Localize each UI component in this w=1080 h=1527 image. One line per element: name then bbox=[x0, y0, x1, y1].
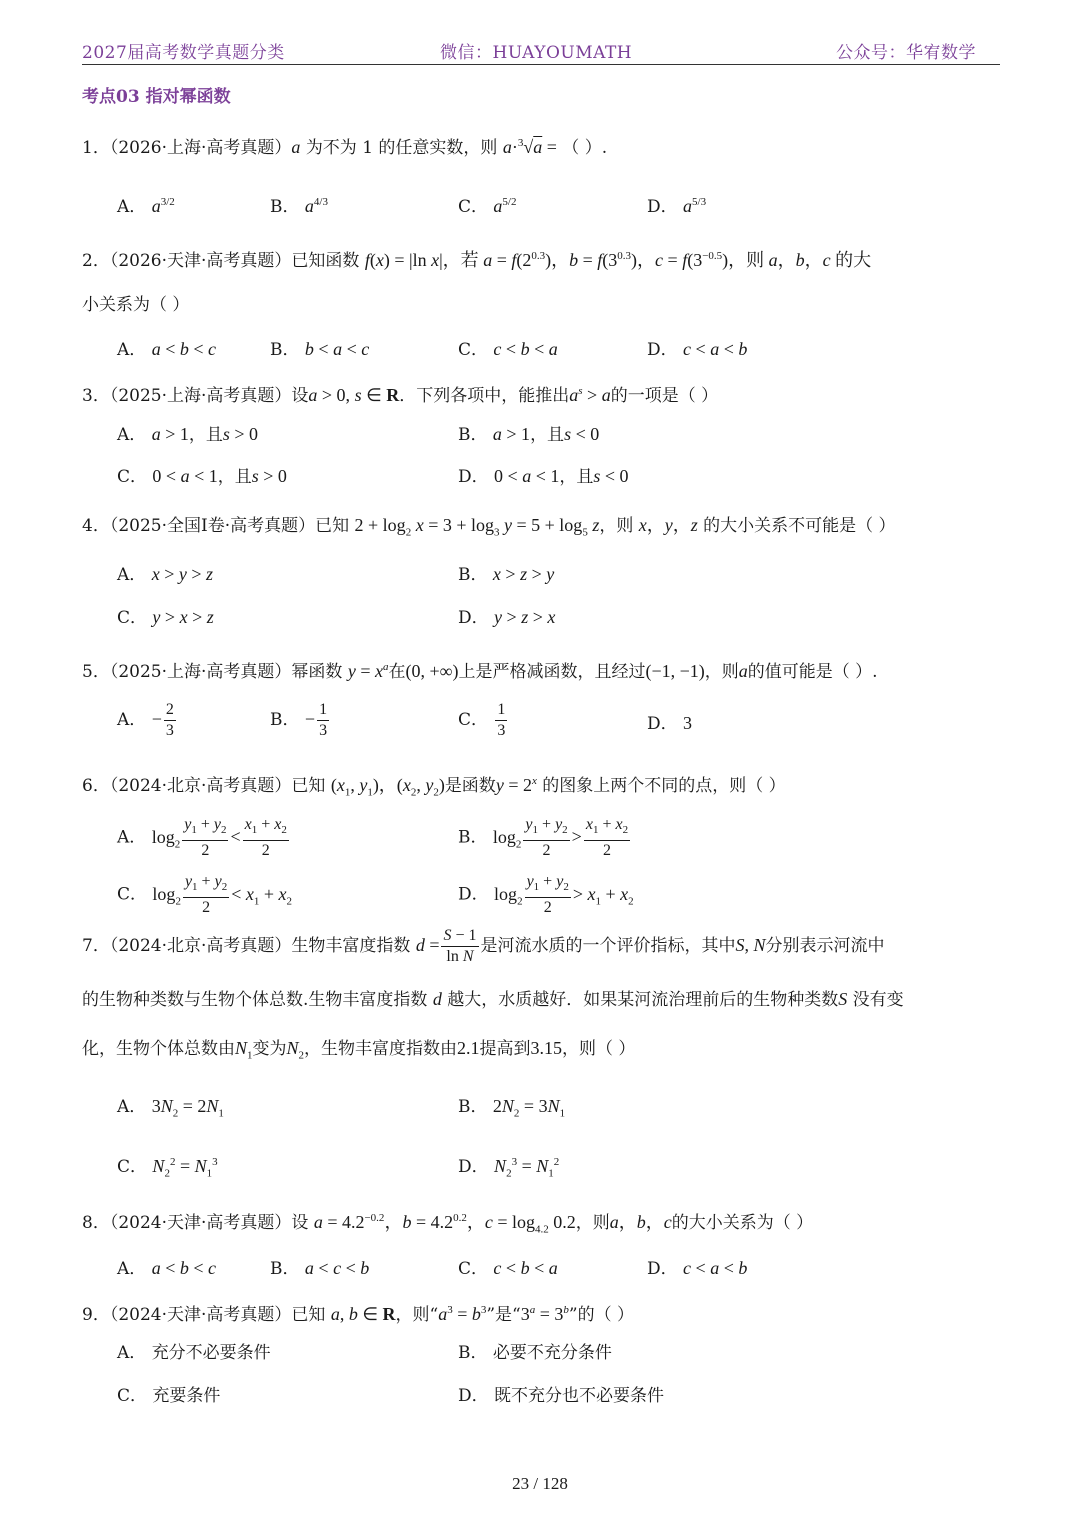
question-6: 6．（2024·北京·高考真题）已知 ($x_1$, $y_1$)，($x_2$, $y_2$)是函数$y = 2^x$ 的图象上两个不同的点，则（ ） bbox=[82, 775, 786, 799]
q9-option-a: A． 充分不必要条件 bbox=[117, 1343, 271, 1363]
q5-option-a: A． − $\frac{2}{3}$ bbox=[117, 701, 174, 739]
q6-option-b: B． $\log_2$ $\frac{y_1 + y_2}{2}$ > $\frac{x_1 + x_2}{2}$ bbox=[458, 816, 629, 860]
q4-option-b: B． x > z > y bbox=[458, 564, 555, 585]
question-4: 4．（2025·全国I卷·高考真题）已知 $2 + \log_2 x = 3 + \log_3 y = 5 + \log_5 z$，则 x，y，z 的大小关系不可能是（ ） bbox=[82, 515, 896, 539]
q8-option-a: A． a < b < c bbox=[117, 1258, 216, 1279]
header-divider bbox=[82, 64, 1000, 65]
q5-option-c: C． $\frac{1}{3}$ bbox=[458, 701, 506, 739]
q9-option-d: D． 既不充分也不必要条件 bbox=[458, 1386, 665, 1406]
q2-option-b: B． b < a < c bbox=[270, 339, 370, 360]
q7-option-b: B． $2N_2 = 3N_1$ bbox=[458, 1096, 566, 1120]
q6-option-d: D． $\log_2$ $\frac{y_1 + y_2}{2}$ > $x_1 + x_2$ bbox=[458, 873, 634, 917]
q5-option-b: B． − $\frac{1}{3}$ bbox=[270, 701, 328, 739]
header-right: 公众号：华宥数学 bbox=[836, 43, 976, 63]
q8-option-b: B． a < c < b bbox=[270, 1258, 370, 1279]
q2-option-a: A． a < b < c bbox=[117, 339, 216, 360]
question-7-line-2: 的生物种类数与生物个体总数.生物丰富度指数 d 越大，水质越好．如果某河流治理前后的生物种类数S 没有变 bbox=[82, 989, 904, 1010]
question-7-line-3: 化，生物个体总数由$N_1$变为$N_2$，生物丰富度指数由2.1提高到3.15，则（ ） bbox=[82, 1038, 636, 1062]
question-7: 7．（2024·北京·高考真题）生物丰富度指数 d = $\frac{S - 1}{\text{ln N}}$ 是河流水质的一个评价指标，其中S, N分别表示河流中 bbox=[82, 927, 885, 965]
q3-option-d: D． 0 < a < 1，且s < 0 bbox=[458, 466, 629, 487]
q8-option-d: D． c < a < b bbox=[647, 1258, 748, 1279]
header-center: 微信：HUAYOUMATH bbox=[440, 43, 633, 63]
question-5: 5．（2025·上海·高考真题）幂函数 $y = x^a$在(0, +∞)上是严格减函数，且经过(−1, −1)，则a的值可能是（ ）. bbox=[82, 661, 878, 682]
question-2-line-2: 小关系为（ ） bbox=[82, 295, 190, 315]
question-1: 1．（2026·上海·高考真题）a 为不为 1 的任意实数，则 a·$^3$√a = （ ）. bbox=[82, 137, 608, 158]
q1-option-c: C． $a^{5/2}$ bbox=[458, 196, 517, 217]
q3-option-c: C． 0 < a < 1，且s > 0 bbox=[117, 466, 287, 487]
q6-option-c: C． $\log_2$ $\frac{y_1 + y_2}{2}$ < $x_1 + x_2$ bbox=[117, 873, 292, 917]
q4-option-a: A． x > y > z bbox=[117, 564, 214, 585]
q1-option-a: A． $a^{3/2}$ bbox=[117, 196, 175, 217]
section-title: 考点03 指对幂函数 bbox=[82, 87, 231, 107]
q2-option-c: C． c < b < a bbox=[458, 339, 558, 360]
q1-option-b: B． $a^{4/3}$ bbox=[270, 196, 328, 217]
q6-option-a: A． $\log_2$ $\frac{y_1 + y_2}{2}$ < $\frac{x_1 + x_2}{2}$ bbox=[117, 816, 287, 860]
q7-option-a: A． $3N_2 = 2N_1$ bbox=[117, 1096, 224, 1120]
q8-option-c: C． c < b < a bbox=[458, 1258, 558, 1279]
page-number: 23 / 128 bbox=[512, 1474, 568, 1493]
q1-option-d: D． $a^{5/3}$ bbox=[647, 196, 707, 217]
q9-option-c: C． 充要条件 bbox=[117, 1386, 221, 1406]
question-2: 2．（2026·天津·高考真题）已知函数 f(x) = |ln x|，若 $a = f(2^{0.3})$，$b = f(3^{0.3})$，$c = f(3^{-0.5})$，则 a，b，c 的大 bbox=[82, 250, 872, 271]
header-left: 2027届高考数学真题分类 bbox=[82, 43, 285, 63]
q9-option-b: B． 必要不充分条件 bbox=[458, 1343, 612, 1363]
question-8: 8．（2024·天津·高考真题）设 $a = 4.2^{-0.2}$，$b = 4.2^{0.2}$，$c = \log_{4.2} 0.2$，则a，b，c的大小关系为（ ） bbox=[82, 1212, 814, 1236]
q4-option-c: C． y > x > z bbox=[117, 607, 214, 628]
q3-option-b: B． a > 1，且s < 0 bbox=[458, 424, 600, 445]
q5-option-d: D． 3 bbox=[647, 713, 693, 734]
question-3: 3．（2025·上海·高考真题）设a > 0, s ∈ R．下列各项中，能推出$a^s > a$的一项是（ ） bbox=[82, 385, 719, 406]
q7-option-c: C． $N_2^2 = N_1^3$ bbox=[117, 1156, 218, 1180]
q2-option-d: D． c < a < b bbox=[647, 339, 748, 360]
q4-option-d: D． y > z > x bbox=[458, 607, 556, 628]
q3-option-a: A． a > 1，且s > 0 bbox=[117, 424, 259, 445]
question-9: 9．（2024·天津·高考真题）已知 a, b ∈ R，则“$a^3 = b^3$”是“$3^a = 3^b$”的（ ） bbox=[82, 1304, 635, 1325]
q7-option-d: D． $N_2^3 = N_1^2$ bbox=[458, 1156, 560, 1180]
